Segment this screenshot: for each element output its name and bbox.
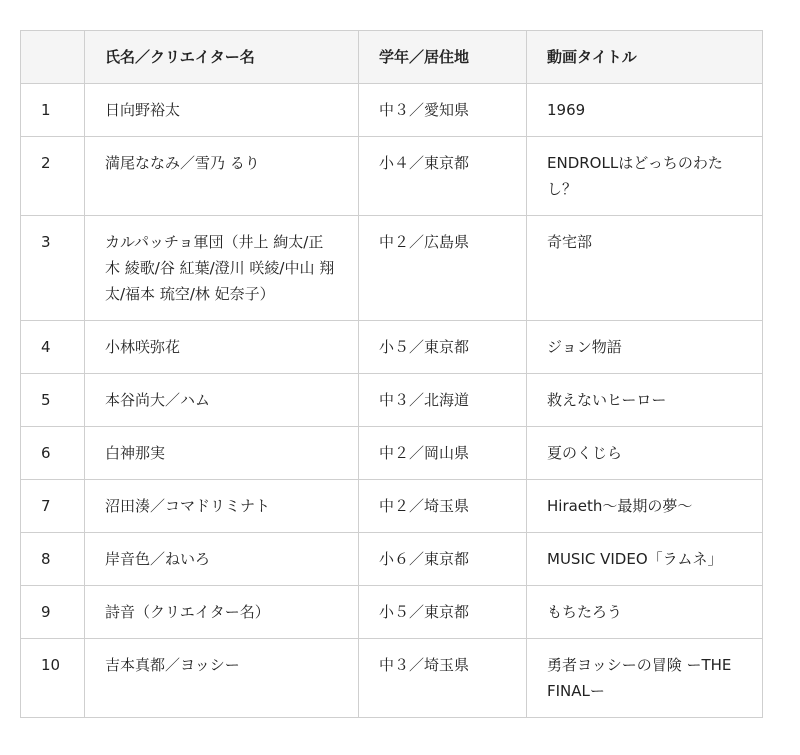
table-row [21, 216, 763, 321]
row-grade-residence: 中３／愛知県 [359, 84, 527, 137]
row-grade-residence: 中３／埼玉県 [359, 639, 527, 718]
row-number: 5 [21, 374, 85, 427]
row-video-title: ENDROLLはどっちのわたし？ [527, 137, 763, 216]
header-video-title: 動画タイトル [527, 31, 763, 84]
row-video-title: ジョン物語 [527, 321, 763, 374]
header-grade-residence: 学年／居住地 [359, 31, 527, 84]
entries-table [20, 30, 763, 718]
table-row [21, 639, 763, 718]
table-row [21, 480, 763, 533]
row-video-title: 1969 [527, 84, 763, 137]
table-header [21, 31, 763, 84]
row-number: 4 [21, 321, 85, 374]
header-row [21, 31, 763, 84]
table-body [21, 84, 763, 718]
row-name: 吉本真都／ヨッシー [85, 639, 359, 718]
row-name: 日向野裕太 [85, 84, 359, 137]
row-name: 岸音色／ねいろ [85, 533, 359, 586]
table-row [21, 84, 763, 137]
row-video-title: 奇宅部 [527, 216, 763, 321]
row-grade-residence: 小４／東京都 [359, 137, 527, 216]
row-video-title: もちたろう [527, 586, 763, 639]
row-video-title: 勇者ヨッシーの冒険 ーTHE FINALー [527, 639, 763, 718]
row-grade-residence: 小５／東京都 [359, 586, 527, 639]
row-number: 8 [21, 533, 85, 586]
row-number: 2 [21, 137, 85, 216]
header-name: 氏名／クリエイター名 [85, 31, 359, 84]
row-name: 詩音（クリエイター名） [85, 586, 359, 639]
row-number: 9 [21, 586, 85, 639]
row-number: 10 [21, 639, 85, 718]
table-row [21, 137, 763, 216]
row-grade-residence: 中３／北海道 [359, 374, 527, 427]
table-row [21, 533, 763, 586]
table-row [21, 321, 763, 374]
row-number: 6 [21, 427, 85, 480]
row-name: 白神那実 [85, 427, 359, 480]
row-name: 本谷尚大／ハム [85, 374, 359, 427]
row-name: 沼田湊／コマドリミナト [85, 480, 359, 533]
row-video-title: MUSIC VIDEO「ラムネ」 [527, 533, 763, 586]
row-grade-residence: 中２／埼玉県 [359, 480, 527, 533]
row-number: 1 [21, 84, 85, 137]
row-name: 満尾ななみ／雪乃 るり [85, 137, 359, 216]
row-video-title: 夏のくじら [527, 427, 763, 480]
row-grade-residence: 小６／東京都 [359, 533, 527, 586]
header-number [21, 31, 85, 84]
table-row [21, 586, 763, 639]
row-number: 3 [21, 216, 85, 321]
row-video-title: 救えないヒーロー [527, 374, 763, 427]
row-video-title: Hiraeth〜最期の夢〜 [527, 480, 763, 533]
row-name: カルパッチョ軍団（井上 絢太/正木 綾歌/谷 紅葉/澄川 咲綾/中山 翔太/福本 琉空/林 妃奈子） [85, 216, 359, 321]
row-name: 小林咲弥花 [85, 321, 359, 374]
table-row [21, 374, 763, 427]
row-grade-residence: 中２／岡山県 [359, 427, 527, 480]
row-grade-residence: 小５／東京都 [359, 321, 527, 374]
row-grade-residence: 中２／広島県 [359, 216, 527, 321]
row-number: 7 [21, 480, 85, 533]
table-row [21, 427, 763, 480]
